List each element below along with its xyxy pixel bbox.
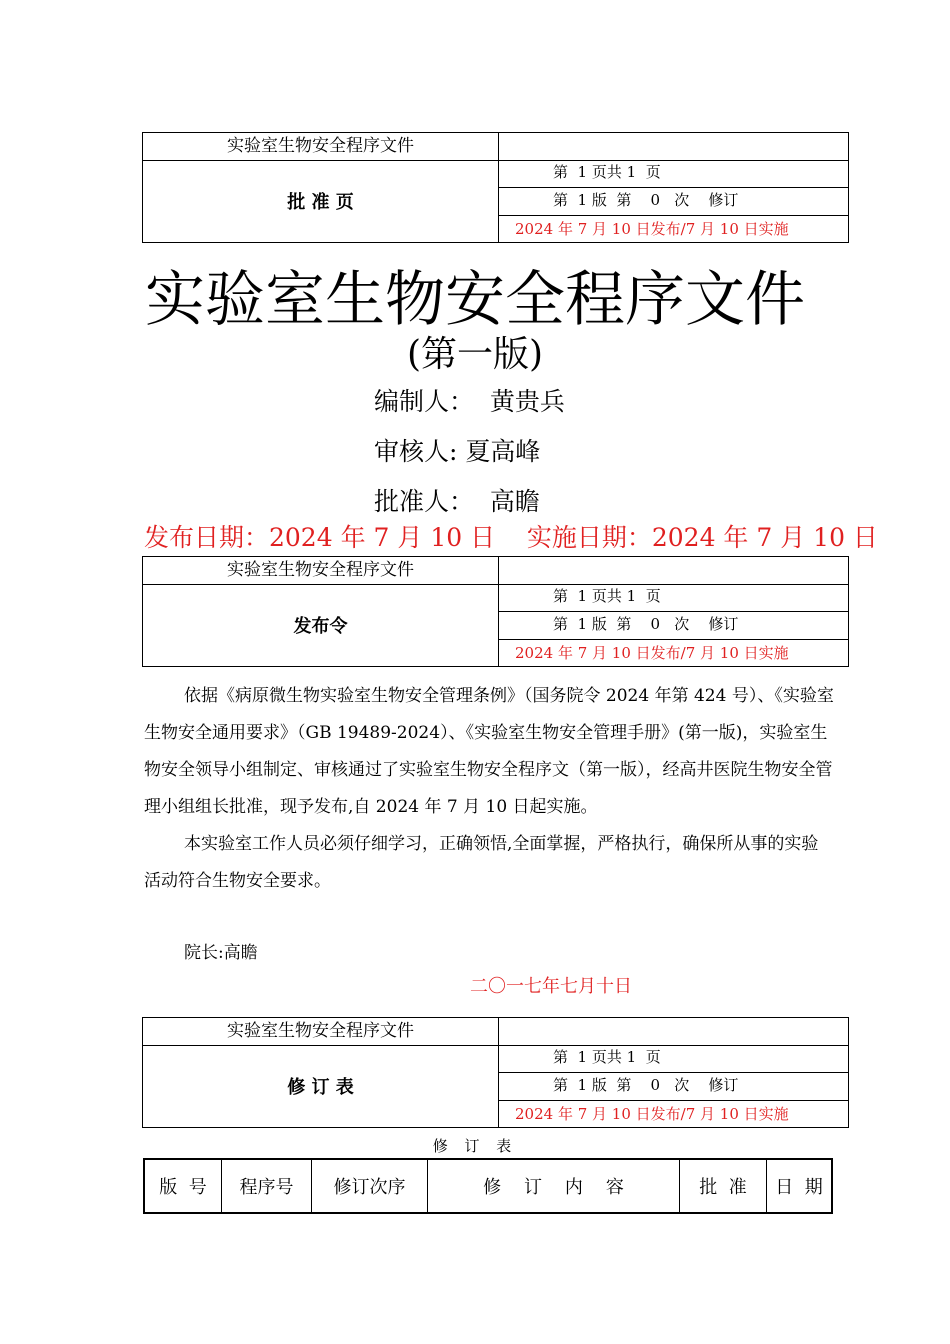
decree-body — [144, 678, 834, 900]
header-version-info: 第 1 版 第 0 次 修订 — [499, 188, 848, 216]
header-issue-info: 2024 年 7 月 10 日发布/7 月 10 日实施 — [515, 1105, 789, 1123]
header-box-approval — [142, 132, 849, 243]
decree-paragraph-1: 依据《病原微生物实验室生物安全管理条例》（国务院令 2024 年第 424 号）、《实验室生物安全通用要求》（GB 19489-2024）、《实验室生物安全管理手册》(第一版)，实验室生物安全领导小组制定、审核通过了实验室生物安全程序文（第一版），经高井医院生物安全管理小组组长批准，现予发布,自 2024 年 7 月 10 日起实施。 — [144, 686, 834, 817]
header-page-name: 修 订 表 — [287, 1077, 354, 1098]
header-doc-title: 实验室生物安全程序文件 — [227, 1021, 414, 1041]
revision-col-order: 修订次序 — [312, 1160, 428, 1212]
header-doc-title: 实验室生物安全程序文件 — [227, 136, 414, 156]
header-box-decree — [142, 556, 849, 667]
header-issue-info: 2024 年 7 月 10 日发布/7 月 10 日实施 — [515, 644, 789, 662]
cover-edition: (第一版) — [406, 334, 544, 375]
header-page-info: 第 1 页共 1 页 — [499, 160, 848, 188]
revision-col-version: 版 号 — [145, 1160, 222, 1212]
revision-table-caption: 修 订 表 — [432, 1137, 518, 1155]
revision-col-approval: 批 准 — [680, 1160, 767, 1212]
header-page-info: 第 1 页共 1 页 — [499, 584, 848, 612]
header-page-name: 发布令 — [293, 616, 348, 637]
cover-dates: 发布日期：2024 年 7 月 10 日 实施日期：2024 年 7 月 10 日 — [144, 523, 878, 552]
revision-col-procedure: 程序号 — [222, 1160, 312, 1212]
header-version-info: 第 1 版 第 0 次 修订 — [499, 612, 848, 640]
decree-paragraph-2: 本实验室工作人员必须仔细学习，正确领悟,全面掌握，严格执行，确保所从事的实验活动符合生物安全要求。 — [144, 834, 819, 891]
revision-col-date: 日 期 — [775, 1177, 823, 1198]
decree-signer: 院长:高瞻 — [184, 943, 258, 963]
cover-approver: 批准人： 高瞻 — [374, 487, 540, 516]
cover-compiler: 编制人： 黄贵兵 — [374, 387, 565, 416]
header-version-info: 第 1 版 第 0 次 修订 — [499, 1073, 848, 1101]
header-box-revision — [142, 1017, 849, 1128]
header-page-name: 批 准 页 — [287, 192, 354, 213]
revision-table — [143, 1158, 833, 1214]
decree-date: 二〇一七年七月十日 — [470, 976, 632, 997]
header-issue-info: 2024 年 7 月 10 日发布/7 月 10 日实施 — [515, 220, 789, 238]
revision-col-content: 修 订 内 容 — [428, 1160, 680, 1212]
cover-reviewer: 审核人: 夏高峰 — [374, 437, 541, 466]
header-page-info: 第 1 页共 1 页 — [499, 1045, 848, 1073]
cover-title: 实验室生物安全程序文件 — [145, 265, 805, 335]
header-doc-title: 实验室生物安全程序文件 — [227, 560, 414, 580]
